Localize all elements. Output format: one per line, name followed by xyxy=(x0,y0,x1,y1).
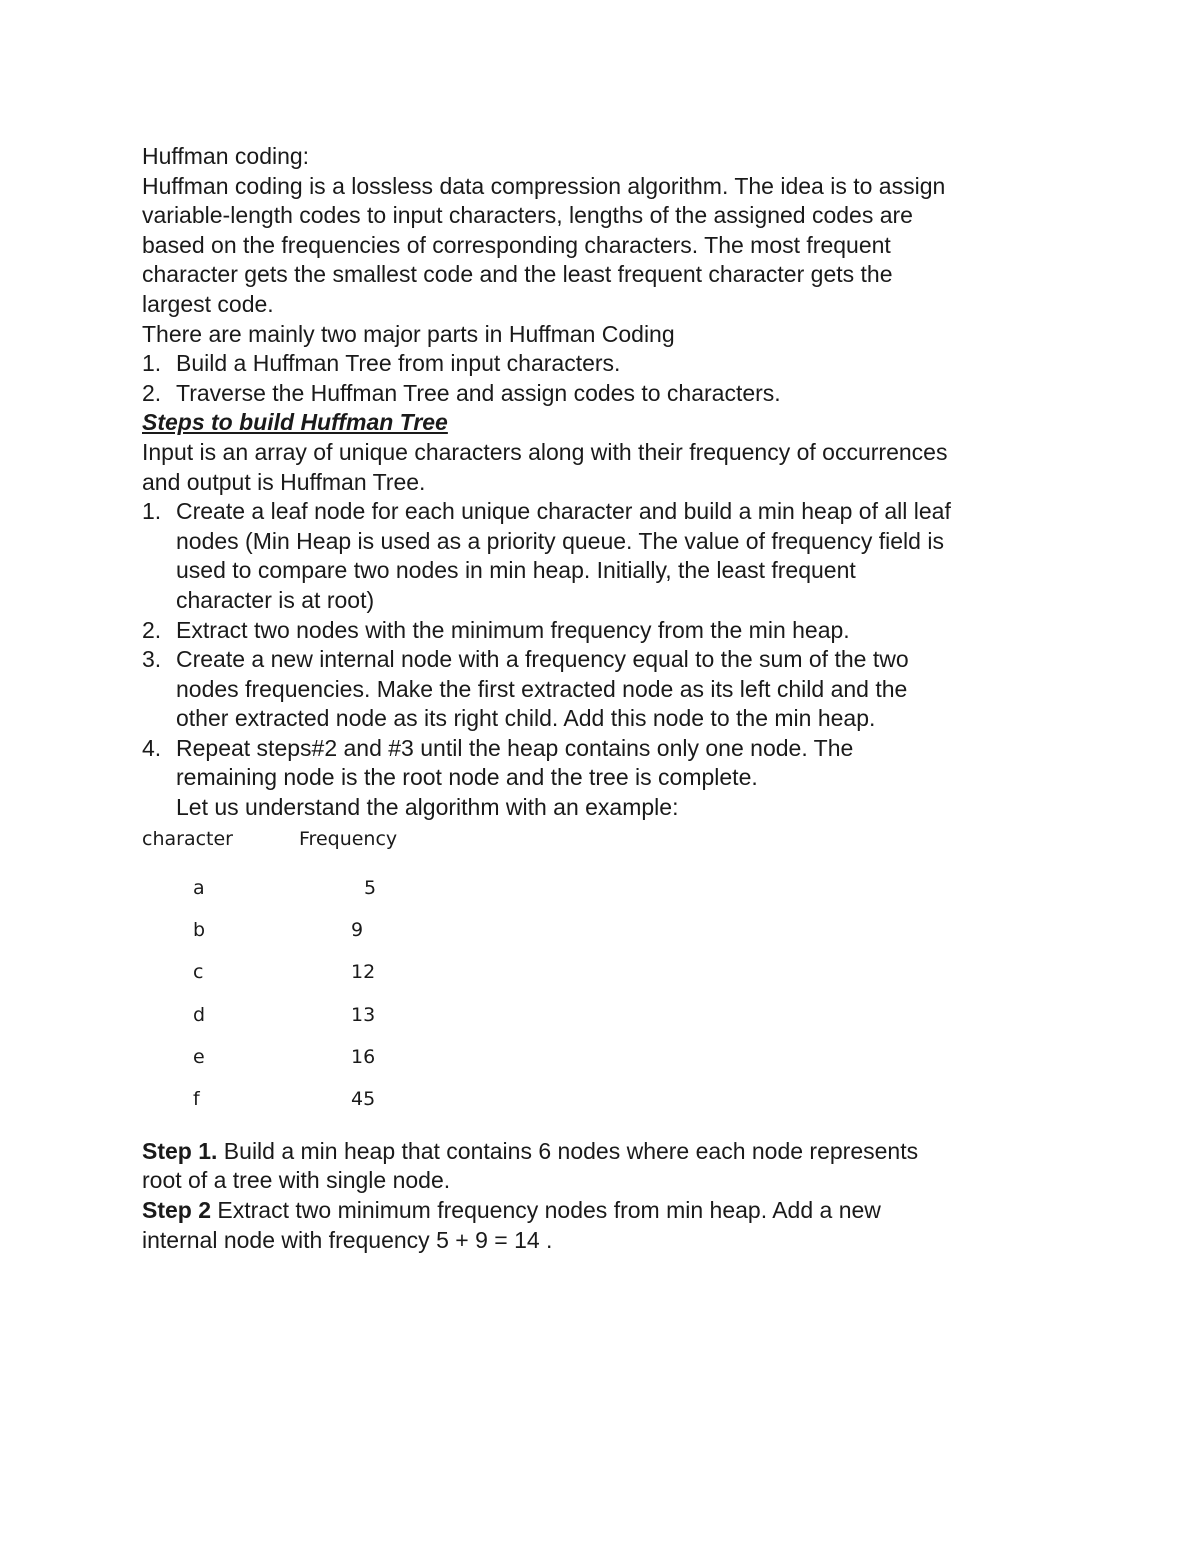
table-cell-frequency: 45 xyxy=(351,1087,376,1110)
list-number: 2. xyxy=(142,616,162,643)
list-item xyxy=(142,497,1072,615)
list-item xyxy=(142,616,1072,646)
step-2-text: internal node with frequency 5 + 9 = 14 . xyxy=(142,1226,553,1253)
parts-list xyxy=(142,349,1072,408)
list-text: character is at root) xyxy=(176,586,375,613)
table-cell-character: f xyxy=(193,1087,200,1110)
list-item xyxy=(142,734,1072,793)
table-cell-character: d xyxy=(193,1003,206,1026)
column-header-character: character xyxy=(142,827,233,850)
frequency-table xyxy=(142,825,1072,1121)
column-header-frequency: Frequency xyxy=(299,827,398,850)
example-intro: Let us understand the algorithm with an example: xyxy=(176,794,679,821)
intro-line: Huffman coding is a lossless data compression algorithm. The idea is to assign xyxy=(142,172,946,199)
intro-line: variable-length codes to input characters, lengths of the assigned codes are xyxy=(142,202,913,229)
step-1-text: Build a min heap that contains 6 nodes where each node represents xyxy=(217,1137,919,1164)
table-cell-character: c xyxy=(193,961,204,984)
steps-heading: Steps to build Huffman Tree xyxy=(142,409,448,436)
steps-list xyxy=(142,497,1072,793)
list-number: 1. xyxy=(142,498,162,525)
table-header xyxy=(142,825,1072,855)
table-row xyxy=(142,910,1072,952)
table-row xyxy=(142,1079,1072,1121)
table-row xyxy=(142,868,1072,910)
document-page xyxy=(142,142,1072,1255)
step-1-text: root of a tree with single node. xyxy=(142,1167,451,1194)
step-1-label: Step 1. xyxy=(142,1137,218,1164)
list-text: Create a leaf node for each unique character and build a min heap of all leaf xyxy=(176,498,951,525)
document-title: Huffman coding: xyxy=(142,143,310,169)
list-number: 2. xyxy=(142,379,162,406)
list-number: 1. xyxy=(142,350,162,377)
step-2-text: Extract two minimum frequency nodes from min heap. Add a new xyxy=(211,1196,881,1223)
table-cell-frequency: 12 xyxy=(351,961,376,984)
steps-intro xyxy=(142,438,1072,497)
intro-line: character gets the smallest code and the least frequent character gets the xyxy=(142,261,893,288)
list-text: used to compare two nodes in min heap. Initially, the least frequent xyxy=(176,557,856,584)
list-text: nodes (Min Heap is used as a priority queue. The value of frequency field is xyxy=(176,527,944,554)
intro-paragraph xyxy=(142,172,1072,320)
list-text: Extract two nodes with the minimum frequency from the min heap. xyxy=(176,616,850,643)
list-text: Traverse the Huffman Tree and assign codes to characters. xyxy=(176,379,781,406)
table-cell-frequency: 9 xyxy=(351,919,364,942)
table-cell-character: e xyxy=(193,1045,205,1068)
intro-line: based on the frequencies of corresponding characters. The most frequent xyxy=(142,231,891,258)
table-row xyxy=(142,952,1072,994)
list-text: Build a Huffman Tree from input characters. xyxy=(176,350,621,377)
list-item xyxy=(142,645,1072,734)
list-text: nodes frequencies. Make the first extracted node as its left child and the xyxy=(176,675,908,702)
step-2-label: Step 2 xyxy=(142,1196,212,1223)
table-cell-character: a xyxy=(193,876,205,899)
list-item xyxy=(142,379,1072,409)
list-text: other extracted node as its right child. Add this node to the min heap. xyxy=(176,705,876,732)
parts-intro: There are mainly two major parts in Huffman Coding xyxy=(142,320,675,347)
table-cell-character: b xyxy=(193,919,206,942)
table-row xyxy=(142,1036,1072,1078)
list-text: remaining node is the root node and the tree is complete. xyxy=(176,764,758,791)
list-text: Create a new internal node with a frequency equal to the sum of the two xyxy=(176,646,909,673)
step-1-paragraph xyxy=(142,1137,1072,1196)
list-text: Repeat steps#2 and #3 until the heap contains only one node. The xyxy=(176,734,854,761)
steps-intro-line: Input is an array of unique characters along with their frequency of occurrences xyxy=(142,438,948,465)
steps-intro-line: and output is Huffman Tree. xyxy=(142,468,426,495)
table-cell-frequency: 13 xyxy=(351,1003,376,1026)
list-item xyxy=(142,349,1072,379)
step-2-paragraph xyxy=(142,1196,1072,1255)
intro-line: largest code. xyxy=(142,290,274,317)
list-number: 4. xyxy=(142,734,162,761)
table-row xyxy=(142,994,1072,1036)
table-cell-frequency: 5 xyxy=(364,876,377,899)
table-cell-frequency: 16 xyxy=(351,1045,376,1068)
list-number: 3. xyxy=(142,646,162,673)
